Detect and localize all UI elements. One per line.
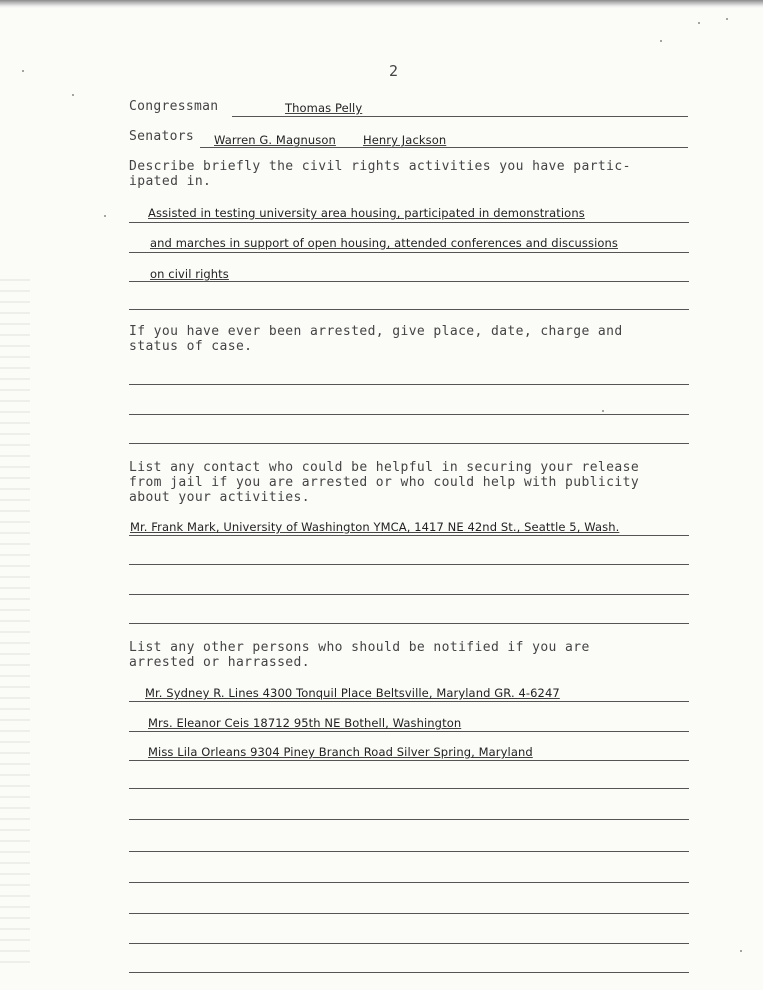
congressman-label: Congressman (129, 99, 219, 114)
arrest-prompt: If you have ever been arrested, give place, date, charge and status of case. (129, 324, 623, 354)
activities-line-2: and marches in support of open housing, attended conferences and discussions (150, 236, 618, 250)
scan-speck (22, 70, 24, 72)
scan-speck (72, 94, 74, 96)
scan-speck (660, 40, 662, 42)
senators-label: Senators (129, 129, 195, 144)
notify-rule-3 (129, 760, 689, 761)
contact-prompt: List any contact who could be helpful in securing your release from jail if you are arrested or who could help with publicity about your activities. (129, 460, 640, 505)
contact-rule-4 (129, 623, 689, 624)
scan-speck (698, 22, 700, 24)
arrest-rule-3 (129, 443, 689, 444)
notify-rule-1 (129, 701, 689, 702)
contact-rule-1 (129, 535, 689, 536)
notify-rule-10 (129, 972, 689, 973)
arrest-rule-2 (129, 414, 689, 415)
activities-prompt: Describe briefly the civil rights activities you have partic- ipated in. (129, 159, 631, 189)
activities-rule-2 (129, 252, 689, 253)
notify-rule-7 (129, 882, 689, 883)
scan-speck (104, 215, 106, 217)
scan-speck (726, 18, 728, 20)
notify-rule-6 (129, 851, 689, 852)
arrest-rule-1 (129, 384, 689, 385)
activities-rule-4 (129, 309, 689, 310)
congressman-value: Thomas Pelly (285, 101, 363, 115)
notify-rule-8 (129, 913, 689, 914)
page-number: 2 (389, 62, 399, 80)
senator-2-value: Henry Jackson (363, 133, 447, 147)
notify-line-1: Mr. Sydney R. Lines 4300 Tonquil Place Beltsville, Maryland GR. 4-6247 (145, 686, 560, 700)
notify-line-3: Miss Lila Orleans 9304 Piney Branch Road Silver Spring, Maryland (148, 745, 533, 759)
contact-line-1: Mr. Frank Mark, University of Washington YMCA, 1417 NE 42nd St., Seattle 5, Wash. (130, 520, 620, 534)
activities-rule-3 (129, 281, 689, 282)
notify-rule-4 (129, 788, 689, 789)
notify-rule-2 (129, 731, 689, 732)
scan-top-edge (0, 0, 763, 8)
scan-speck (740, 950, 742, 952)
activities-line-1: Assisted in testing university area housing, participated in demonstrations (148, 206, 585, 220)
senators-rule (200, 147, 688, 148)
notify-rule-9 (129, 943, 689, 944)
scan-speck (602, 410, 604, 412)
activities-line-3: on civil rights (150, 267, 229, 281)
contact-rule-3 (129, 594, 689, 595)
notify-line-2: Mrs. Eleanor Ceis 18712 95th NE Bothell, Washington (148, 716, 462, 730)
scan-margin-noise (0, 270, 30, 970)
senator-1-value: Warren G. Magnuson (214, 133, 336, 147)
contact-rule-2 (129, 564, 689, 565)
notify-rule-5 (129, 819, 689, 820)
activities-rule-1 (129, 222, 689, 223)
congressman-rule (232, 116, 688, 117)
notify-prompt: List any other persons who should be notified if you are arrested or harrassed. (129, 640, 590, 670)
